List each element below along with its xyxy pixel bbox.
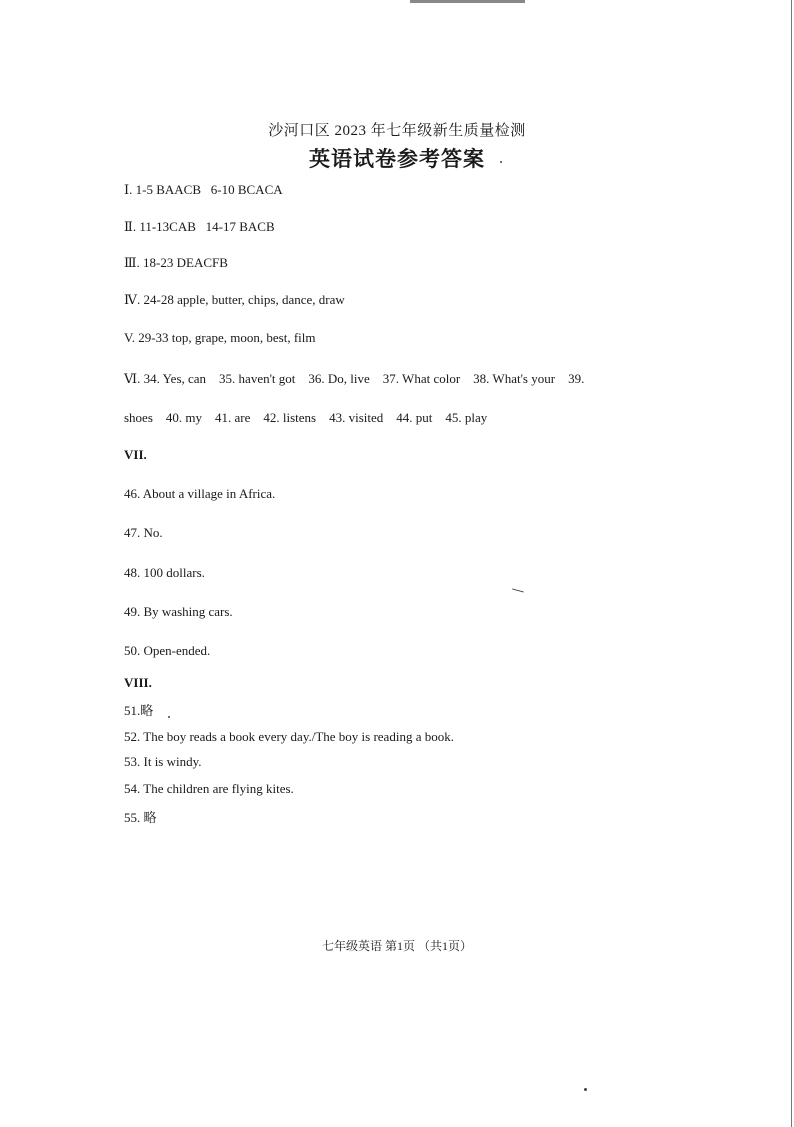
answer-line-51: 51.略 — [124, 703, 154, 718]
answer-line-section-4: Ⅳ. 24-28 apple, butter, chips, dance, draw — [124, 292, 345, 307]
answer-line-50: 50. Open-ended. — [124, 643, 211, 658]
page-footer: 七年级英语 第1页 （共1页） — [321, 939, 472, 953]
exam-title: 沙河口区 2023 年七年级新生质量检测 — [268, 123, 526, 139]
answer-line-53: 53. It is windy. — [124, 754, 202, 769]
section-7-label: VII. — [124, 447, 147, 462]
answer-line-section-2: Ⅱ. 11-13CAB 14-17 BACB — [124, 219, 275, 234]
answer-line-52: 52. The boy reads a book every day./The boy is reading a book. — [124, 729, 454, 744]
section-8-label: VIII. — [124, 675, 152, 690]
answer-line-section-3: Ⅲ. 18-23 DEACFB — [124, 255, 228, 270]
answer-line-section-6: Ⅵ. 34. Yes, can 35. haven't got 36. Do, live 37. What color 38. What's your 39. — [124, 371, 585, 386]
answer-line-46: 46. About a village in Africa. — [124, 486, 276, 501]
answer-line-47: 47. No. — [124, 525, 163, 540]
scan-speck — [584, 1088, 587, 1091]
answer-line-55: 55. 略 — [124, 810, 157, 825]
answer-line-section-5: V. 29-33 top, grape, moon, best, film — [124, 330, 316, 345]
answer-key-heading: 英语试卷参考答案 — [309, 147, 485, 171]
scan-mark — [410, 0, 525, 3]
scan-speck — [168, 716, 170, 718]
scan-speck — [512, 588, 524, 592]
scan-speck — [500, 161, 502, 163]
answer-line-54: 54. The children are flying kites. — [124, 781, 294, 796]
answer-line-section-6-cont: shoes 40. my 41. are 42. listens 43. visited 44. put 45. play — [124, 410, 488, 425]
answer-line-48: 48. 100 dollars. — [124, 565, 205, 580]
answer-line-section-1: Ⅰ. 1-5 BAACB 6-10 BCACA — [124, 182, 283, 197]
answer-line-49: 49. By washing cars. — [124, 604, 233, 619]
